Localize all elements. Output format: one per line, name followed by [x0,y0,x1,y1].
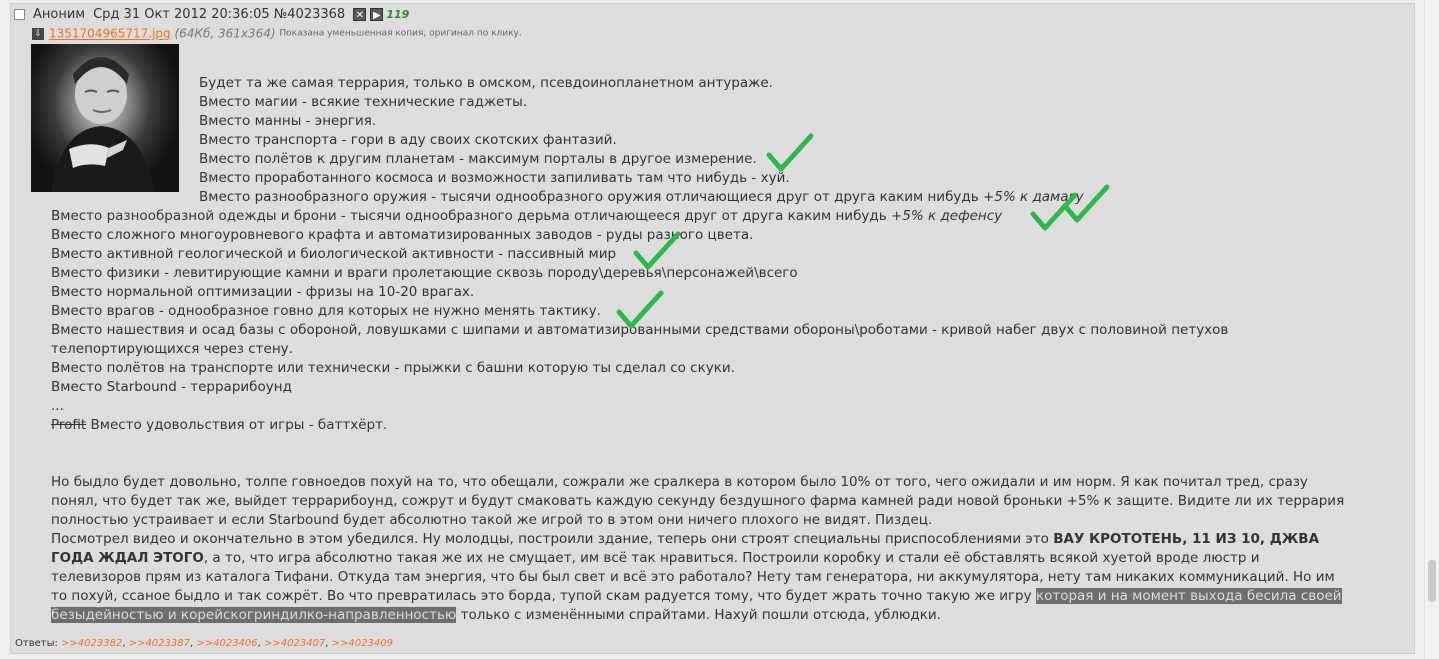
post-header [14,7,409,25]
text-line-9: Вместо сложного многоуровневого крафта и автоматизированных заводов - руды разного цвета. [51,227,754,243]
para-line-4-bold: ВАУ КРОТОТЕНЬ, 11 ИЗ 10, ДЖВА [1053,531,1320,547]
text-line-4: Вместо транспорта - гори в аду своих скотских фантазий. [199,132,617,148]
para-line-1: Но быдло будет довольно, толпе говноедов похуй на то, что обещали, сожрали же сралкера в котором было 10% от того, чего ожидали и им норм. Я как почитал тред, сразу [51,474,1308,490]
text-line-3: Вместо манны - энергия. [199,113,377,129]
replies-label: Ответы: [15,638,58,649]
text-line-13: Вместо врагов - однообразное говно для которых не нужно менять тактику. [51,303,601,319]
green-check-icon [633,231,681,273]
scrollbar-thumb[interactable] [1428,560,1436,602]
reply-link[interactable]: >>4023382 [61,638,123,649]
page-scrollbar[interactable] [1424,0,1439,659]
text-line-7 [199,188,1084,207]
text-line-5: Вместо полётов к другим планетам - максимум порталы в другое измерение. [199,151,757,167]
post-number[interactable]: №4023368 [273,7,346,22]
para-line-2: понял, что будет так же, выйдет террарибоунд, сожрут и будут смаковать каждую секунду бездушного фарма камней ради новой броньки +5% к защите. Видите ли их террария [51,493,1345,509]
text-line-7-main: Вместо разнообразного оружия - тысячи однообразного оружия отличающиеся друг от друга каким нибудь [199,189,983,205]
text-line-6: Вместо проработанного космоса и возможности запиливать там что нибудь - хуй. [199,170,790,186]
text-line-15: телепортирующихся через стену. [51,341,293,357]
hide-post-icon[interactable]: ✕ [353,8,366,21]
para-line-3: полностью устраивает и если Starbound будет абсолютно такой же игрой то в этом они ничего плохого не видят. Пиздец. [51,512,933,528]
text-line-2: Вместо магии - всякие технические гаджеты. [199,94,528,110]
text-line-7-italic: +5% к дамагу [982,189,1084,205]
text-line-18: ... [51,398,64,414]
selected-text-2: безыдейностью и корейскогриндилко-направленностью [51,607,457,623]
para-line-8-main: только с изменёнными спрайтами. Нахуй пошли отсюда, ублюдки. [456,607,941,623]
para-line-8 [51,606,941,625]
poster-name: Аноним [33,7,86,22]
text-line-1: Будет та же самая террария, только в омском, псевдоинопланетном антураже. [199,75,773,91]
text-line-16: Вместо полётов на транспорте или технически - прыжки с башни которую ты сделал со скуки. [51,360,735,376]
selected-text-1: которая и на момент выхода бесила своей [1035,588,1342,604]
reply-link[interactable]: >>4023406 [196,638,258,649]
green-check-icon [766,133,814,175]
post-select-checkbox[interactable] [14,9,25,20]
para-line-4 [51,530,1319,549]
replies-bar: Ответы: >>4023382, >>4023387, >>4023406, >>4023407, >>4023409 [15,638,393,649]
file-note: Показана уменьшенная копия, оригинал по клику. [279,28,522,39]
para-line-5-main: , а то, что игра абсолютно такая же их не смущает, им всё так нравиться. Построили коробку и стали её обставлять всякой хуетой вроде люстр и [203,550,1260,566]
file-icon[interactable]: ⇩ [32,28,44,40]
text-line-10: Вместо активной геологической и биологической активности - пассивный мир [51,246,617,262]
para-line-5-bold: ГОДА ЖДАЛ ЭТОГО [51,550,204,566]
post-thumbnail-image[interactable] [31,44,179,192]
para-line-6: телевизоров прям из каталога Тифани. Откуда там энергия, что бы был свет и всё это работало? Нету там генератора, ни аккумулятора, нету там никаких коммуникаций. Но им [51,569,1335,585]
file-link[interactable]: 1351704965717.jpg [49,26,171,41]
green-check-icon [616,290,664,332]
reply-link[interactable]: >>4023387 [128,638,190,649]
text-line-8-italic: +5% к дефенсу [890,208,1003,224]
text-line-14: Вместо нашествия и осад базы с обороной, ловушками с шипами и автоматизированными средствами обороны\роботами - кривой набег двух с половиной петухов [51,322,1229,338]
para-line-7-main: то похуй, ссаное быдло и так сожрёт. Во что превратилась это борда, тупой скам радуется тому, что будет жрать точно такую же игру [51,588,1036,604]
reply-link[interactable]: >>4023407 [264,638,326,649]
post-datetime: Срд 31 Окт 2012 20:36:05 [93,7,270,22]
post-counter: 119 [386,8,410,21]
text-line-12: Вместо нормальной оптимизации - фризы на 10-20 врагах. [51,284,475,300]
file-meta: (64Кб, 361x364) [174,26,276,41]
para-line-5 [51,549,1260,568]
text-line-19 [51,416,387,435]
para-line-7 [51,587,1342,606]
reply-link[interactable]: >>4023409 [331,638,393,649]
strikethrough-text: Profit [51,417,87,433]
portrait-icon [31,44,179,192]
text-line-19-main: Вместо удовольствия от игры - баттхёрт. [86,417,388,433]
green-check-icon [1030,192,1078,234]
file-info [32,26,522,41]
text-line-8 [51,207,1002,226]
para-line-4-main: Посмотрел видео и окончательно в этом убедился. Ну молодцы, построили здание, теперь они строят специальны приспособлениями это [51,531,1054,547]
text-line-17: Вместо Starbound - террарибоунд [51,379,292,395]
text-line-11: Вместо физики - левитирующие камни и враги пролетающие сквозь породу\деревья\персонажей\всего [51,265,798,281]
text-line-8-main: Вместо разнообразной одежды и брони - тысячи однообразного дерьма отличающееся друг от друга каким нибудь [51,208,891,224]
expand-post-icon[interactable]: ▶ [370,8,383,21]
